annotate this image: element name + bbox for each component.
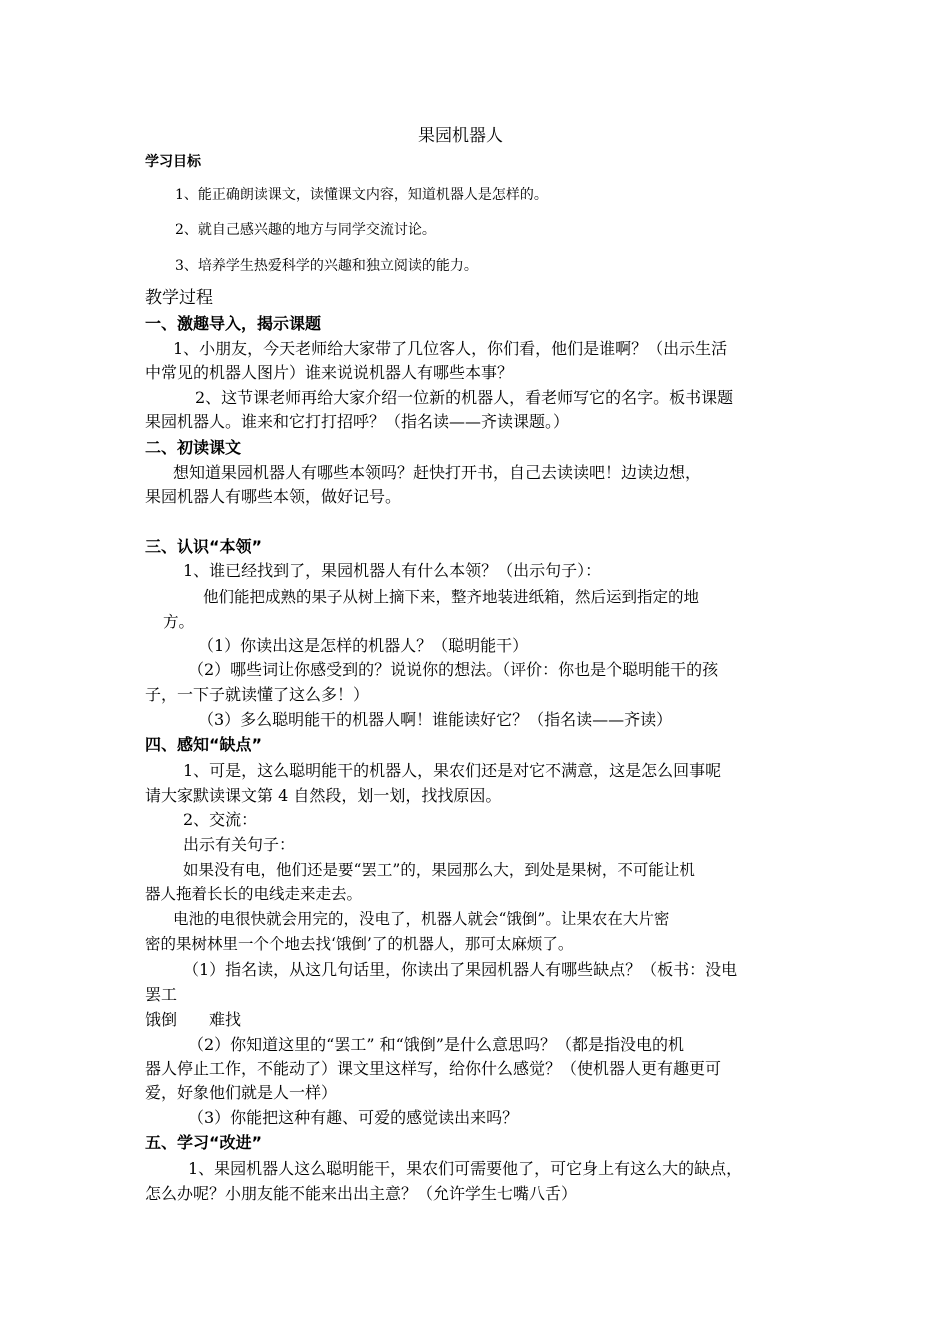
s4-line-13: 器人停止工作，不能动了）课文里这样写，给你什么感觉？（使机器人更有趣更可 bbox=[145, 1059, 722, 1078]
section-1-heading: 一、激趣导入，揭示课题 bbox=[145, 314, 322, 333]
s4-line-3: 2、交流： bbox=[183, 810, 258, 829]
section-5-heading: 五、学习“改进” bbox=[145, 1133, 263, 1152]
process-heading: 教学过程 bbox=[145, 288, 213, 308]
section-2-heading: 二、初读课文 bbox=[145, 438, 242, 457]
goal-item-1: 1、能正确朗读课文，读懂课文内容，知道机器人是怎样的。 bbox=[175, 187, 548, 203]
s3-line-6: 子，一下子就读懂了这么多！） bbox=[145, 685, 370, 704]
s1-line-2: 中常见的机器人图片）谁来说说机器人有哪些本事？ bbox=[145, 363, 514, 382]
s4-line-1: 1、可是，这么聪明能干的机器人，果农们还是对它不满意，这是怎么回事呢 bbox=[183, 761, 722, 780]
section-3-heading: 三、认识“本领” bbox=[145, 537, 263, 556]
s2-line-1: 想知道果园机器人有哪些本领吗？赶快打开书，自己去读读吧！边读边想， bbox=[173, 463, 702, 482]
goal-item-3: 3、培养学生热爱科学的兴趣和独立阅读的能力。 bbox=[175, 258, 478, 274]
s5-line-1: 1、果园机器人这么聪明能干，果农们可需要他了，可它身上有这么大的缺点， bbox=[188, 1159, 743, 1178]
section-4-heading: 四、感知“缺点” bbox=[145, 735, 263, 754]
goals-heading: 学习目标 bbox=[145, 154, 201, 170]
s3-line-1: 1、谁已经找到了，果园机器人有什么本领？（出示句子）： bbox=[183, 561, 602, 580]
s4-line-5: 如果没有电，他们还是要“罢工”的，果园那么大，到处是果树，不可能让机 bbox=[183, 861, 695, 879]
s4-line-9: （1）指名读，从这几句话里，你读出了果园机器人有哪些缺点？（板书：没电 bbox=[183, 960, 738, 979]
s3-line-4: （1）你读出这是怎样的机器人？（聪明能干） bbox=[198, 636, 529, 655]
s1-line-4: 果园机器人。谁来和它打打招呼？（指名读——齐读课题。） bbox=[145, 412, 570, 431]
s4-line-2: 请大家默读课文第 4 自然段，划一划，找找原因。 bbox=[145, 786, 502, 805]
s4-line-15: （3）你能把这种有趣、可爱的感觉读出来吗？ bbox=[188, 1108, 519, 1127]
s4-line-8: 密的果树林里一个个地去找‘饿倒’了的机器人，那可太麻烦了。 bbox=[145, 935, 574, 953]
s1-line-3: 2、这节课老师再给大家介绍一位新的机器人，看老师写它的名字。板书课题 bbox=[195, 388, 734, 407]
s3-line-2: 他们能把成熟的果子从树上摘下来，整齐地装进纸箱，然后运到指定的地 bbox=[203, 588, 700, 606]
s4-line-7: 电池的电很快就会用完的，没电了，机器人就会“饿倒”。让果农在大片密 bbox=[173, 910, 670, 928]
s4-line-6: 器人拖着长长的电线走来走去。 bbox=[145, 885, 363, 903]
s4-line-14: 爱，好象他们就是人一样） bbox=[145, 1083, 338, 1102]
document-title: 果园机器人 bbox=[418, 126, 503, 146]
s2-line-2: 果园机器人有哪些本领，做好记号。 bbox=[145, 487, 402, 506]
s4-line-10: 罢工 bbox=[145, 985, 178, 1004]
s4-line-12: （2）你知道这里的“罢工” 和“饿倒”是什么意思吗？（都是指没电的机 bbox=[188, 1035, 684, 1054]
s3-line-7: （3）多么聪明能干的机器人啊！谁能读好它？（指名读——齐读） bbox=[198, 710, 673, 729]
s3-line-3: 方。 bbox=[163, 613, 195, 631]
goal-item-2: 2、就自己感兴趣的地方与同学交流讨论。 bbox=[175, 222, 436, 238]
s5-line-2: 怎么办呢？小朋友能不能来出出主意？（允许学生七嘴八舌） bbox=[145, 1184, 578, 1203]
s4-line-11: 饿倒 难找 bbox=[145, 1010, 242, 1029]
s4-line-4: 出示有关句子： bbox=[183, 835, 296, 854]
s3-line-5: （2）哪些词让你感受到的？说说你的想法。（评价：你也是个聪明能干的孩 bbox=[188, 660, 719, 679]
s1-line-1: 1、小朋友，今天老师给大家带了几位客人，你们看，他们是谁啊？（出示生活 bbox=[173, 339, 728, 358]
